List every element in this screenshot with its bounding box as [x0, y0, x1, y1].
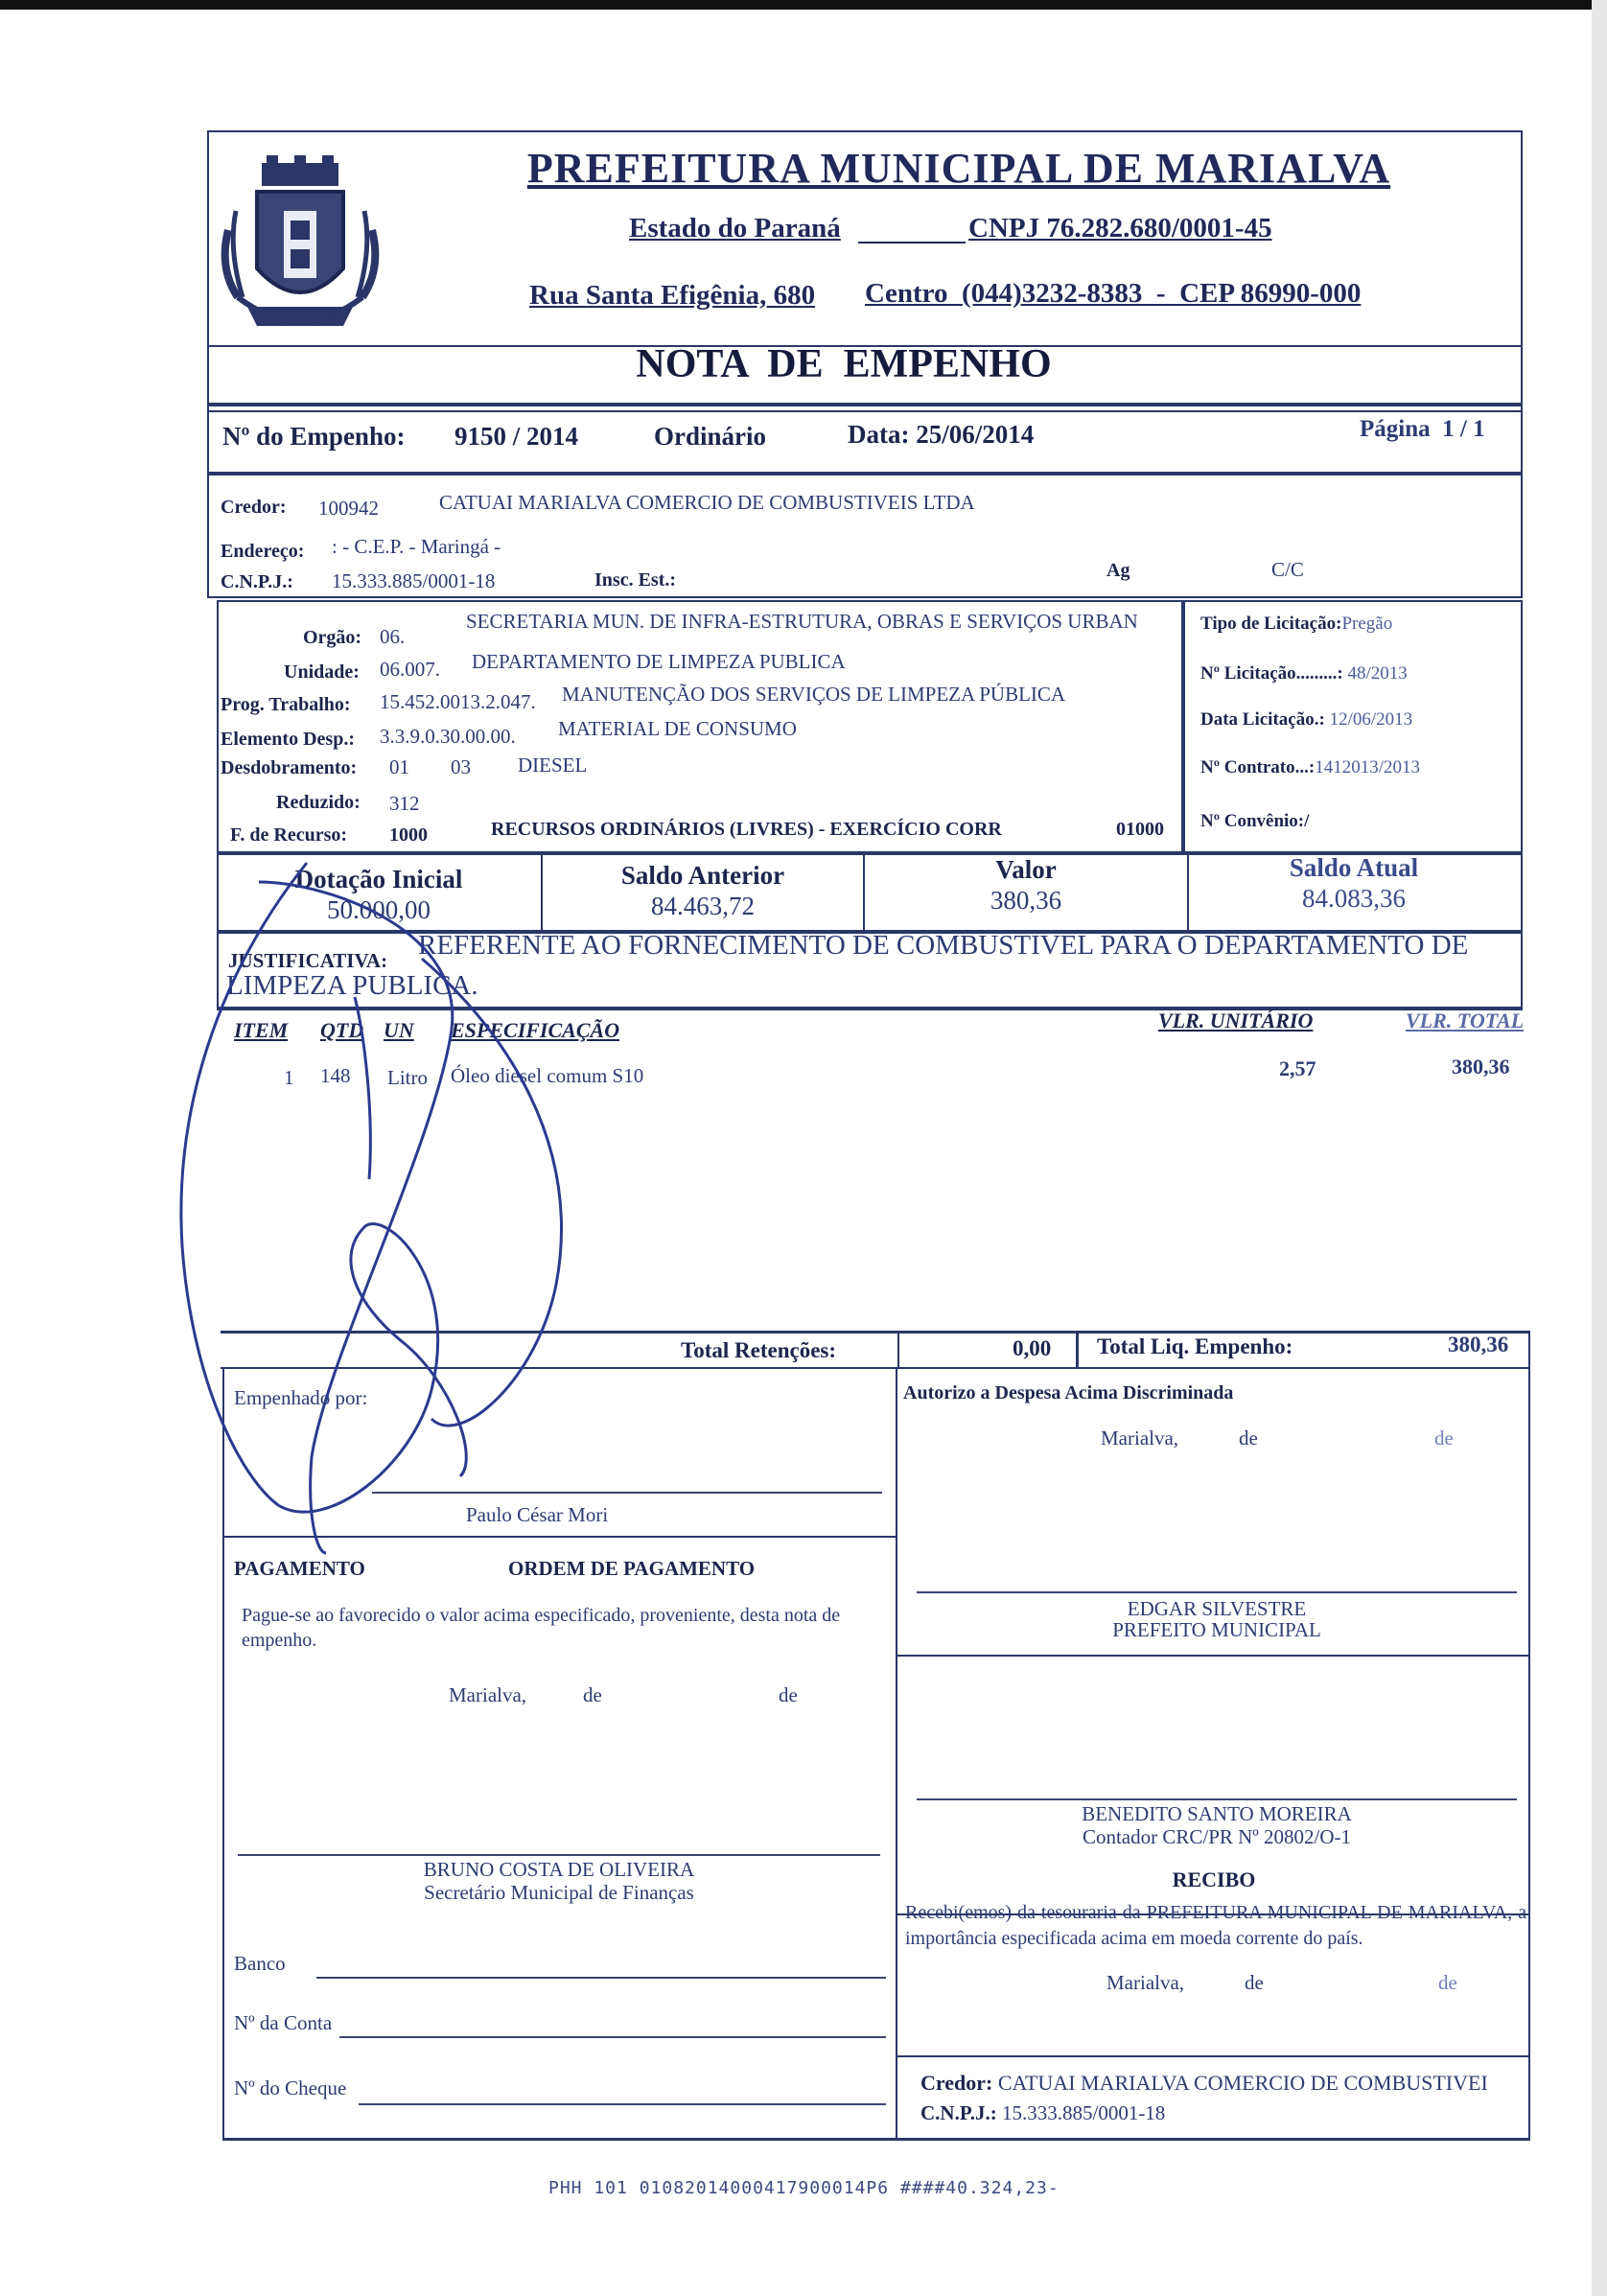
secretario-nome: BRUNO COSTA DE OLIVEIRA: [423, 1858, 695, 1881]
recurso-label: F. de Recurso:: [230, 824, 348, 846]
pagamento-label: PAGAMENTO: [234, 1557, 365, 1580]
convenio-label: Nº Convênio:/: [1200, 811, 1310, 831]
data-licitacao-value: 12/06/2013: [1329, 709, 1413, 730]
pagamento-local: Marialva,: [449, 1683, 527, 1706]
orgao-name: SECRETARIA MUN. DE INFRA-ESTRUTURA, OBRAS E SERVIÇOS URBAN: [466, 610, 1138, 633]
recibo-cnpj: [920, 2101, 1165, 2125]
recurso-code: 1000: [389, 824, 428, 846]
pague-se-text: Pague-se ao favorecido o valor acima especificado, proveniente, desta nota de empenho.: [242, 1605, 841, 1651]
elemento-code: 3.3.9.0.30.00.00.: [380, 725, 516, 748]
contador-cargo: Contador CRC/PR Nº 20802/O-1: [1082, 1825, 1352, 1848]
valor-label: Valor: [995, 855, 1057, 884]
footer-code: PHH 101 01082014000417900014P6 ####40.324,23-: [548, 2178, 1060, 2198]
contrato-value: 1412013/2013: [1315, 757, 1420, 777]
page-number: Página 1 / 1: [1360, 416, 1485, 442]
banco-label: Banco: [234, 1952, 286, 1975]
recibo-credor: [920, 2071, 1488, 2096]
col-un-header: UN: [384, 1018, 414, 1042]
tipo-licitacao-label: Tipo de Licitação:: [1200, 614, 1342, 634]
recurso-num: 01000: [1116, 819, 1164, 840]
state-underline-gap: [858, 242, 966, 244]
recibo-credor-label: Credor:: [920, 2071, 993, 2095]
credor-label: Credor:: [221, 497, 287, 518]
contrato: [1200, 757, 1420, 778]
prog-name: MANUTENÇÃO DOS SERVIÇOS DE LIMPEZA PÚBLICA: [562, 683, 1066, 706]
empenho-num-label: Nº do Empenho:: [222, 422, 406, 451]
num-licitacao-value: 48/2013: [1347, 663, 1408, 684]
contador-nome: BENEDITO SANTO MOREIRA: [1082, 1802, 1352, 1825]
elemento-name: MATERIAL DE CONSUMO: [558, 717, 797, 740]
handwritten-signature: [173, 844, 623, 1563]
recibo-de1: de: [1245, 1971, 1264, 1994]
prog-label: Prog. Trabalho:: [221, 694, 351, 715]
item-row-espec: Óleo diesel comum S10: [451, 1064, 644, 1087]
orgao-code: 06.: [380, 625, 406, 648]
contrato-label: Nº Contrato...:: [1200, 757, 1316, 777]
justificativa-label: JUSTIFICATIVA:: [228, 949, 388, 972]
data-licitacao: [1200, 709, 1412, 731]
col-item-header: ITEM: [234, 1018, 289, 1042]
banco-line: [316, 1977, 886, 1979]
recurso-name: RECURSOS ORDINÁRIOS (LIVRES) - EXERCÍCIO CORR: [491, 819, 1002, 840]
recibo-cnpj-label: C.N.P.J.:: [920, 2101, 997, 2124]
saldo-anterior-label: Saldo Anterior: [620, 861, 785, 890]
cnpj-credor-value: 15.333.885/0001-18: [332, 569, 496, 592]
address-label: Rua Santa Efigênia, 680: [529, 280, 816, 311]
cheque-line: [359, 2103, 886, 2105]
justificativa-text1: REFERENTE AO FORNECIMENTO DE COMBUSTIVEL PARA O DEPARTAMENTO DE: [418, 930, 1469, 961]
cheque-label: Nº do Cheque: [234, 2076, 347, 2099]
ordem-pagamento-label: ORDEM DE PAGAMENTO: [508, 1557, 756, 1580]
recibo-local: Marialva,: [1106, 1971, 1185, 1994]
recibo-cnpj-value: 15.333.885/0001-18: [1001, 2101, 1166, 2124]
conta-label: Nº da Conta: [234, 2011, 333, 2034]
recibo-de2: de: [1438, 1971, 1457, 1994]
item-row-total: 380,36: [1452, 1055, 1510, 1078]
valor-value: 380,36: [990, 886, 1062, 915]
dotacao-value: 50.000,00: [327, 895, 431, 924]
cnpj-credor-label: C.N.P.J.:: [221, 571, 293, 592]
autorizo-de2: de: [1434, 1426, 1454, 1449]
dotacao-label: Dotação Inicial: [294, 865, 463, 893]
col-total-header: VLR. TOTAL: [1406, 1009, 1525, 1032]
secretario-cargo: Secretário Municipal de Finanças: [424, 1881, 694, 1904]
col-qtd-header: QTD: [320, 1018, 364, 1042]
desdobramento-label: Desdobramento:: [221, 757, 358, 778]
doc-title: NOTA DE EMPENHO: [636, 342, 1052, 386]
total-liq-value: 380,36: [1448, 1333, 1509, 1357]
num-licitacao: [1200, 663, 1408, 684]
unidade-label: Unidade:: [284, 661, 360, 683]
autorizo-local: Marialva,: [1101, 1426, 1179, 1449]
item-row-unit: 2,57: [1279, 1056, 1316, 1080]
saldo-atual-label: Saldo Atual: [1289, 853, 1419, 882]
autorizo-de1: de: [1239, 1426, 1258, 1449]
reduzido-label: Reduzido:: [276, 792, 361, 813]
autorizo-label: Autorizo a Despesa Acima Discriminada: [903, 1382, 1234, 1403]
empenhado-por-label: Empenhado por:: [234, 1386, 368, 1409]
saldo-atual-value: 84.083,36: [1302, 884, 1406, 913]
unidade-code: 06.007.: [380, 658, 440, 681]
desdobramento-a: 01: [389, 755, 409, 778]
state-label: Estado do Paraná: [629, 213, 841, 244]
data-licitacao-label: Data Licitação.:: [1200, 709, 1325, 730]
empenho-type: Ordinário: [654, 422, 767, 451]
total-retencoes-label: Total Retenções:: [681, 1338, 837, 1362]
prefeito-signature-line: [917, 1591, 1517, 1593]
coat-of-arms-logo: [209, 153, 391, 345]
desdobramento-name: DIESEL: [518, 754, 588, 777]
reduzido-value: 312: [389, 792, 420, 815]
contador-signature-line: [917, 1798, 1517, 1800]
tipo-licitacao-value: Pregão: [1341, 614, 1393, 634]
recibo-title: RECIBO: [1172, 1867, 1256, 1891]
credor-name: CATUAI MARIALVA COMERCIO DE COMBUSTIVEIS LTDA: [439, 491, 975, 514]
total-retencoes-value: 0,00: [1013, 1336, 1052, 1360]
prefeito-cargo: PREFEITO MUNICIPAL: [1112, 1618, 1321, 1641]
item-row-qtd: 148: [320, 1064, 351, 1087]
unidade-name: DEPARTAMENTO DE LIMPEZA PUBLICA: [472, 650, 846, 673]
empenho-num: 9150 / 2014: [454, 422, 579, 451]
recibo-text: Recebi(emos) da tesouraria da PREFEITURA MUNICIPAL DE MARIALVA, a importância especificada acima em moeda corrente do país.: [905, 1902, 1526, 1949]
orgao-label: Orgão:: [303, 627, 362, 648]
endereco-value: : - C.E.P. - Maringá -: [332, 535, 501, 558]
justificativa-text2: LIMPEZA PUBLICA.: [226, 970, 478, 1001]
num-licitacao-label: Nº Licitação.........:: [1200, 663, 1343, 684]
page-top-edge: [0, 0, 1607, 10]
total-liq-label: Total Liq. Empenho:: [1097, 1334, 1293, 1358]
pagamento-de2: de: [779, 1683, 798, 1706]
empenho-date: Data: 25/06/2014: [848, 420, 1035, 449]
conta-line: [339, 2036, 886, 2038]
pagamento-de1: de: [583, 1683, 602, 1706]
prefeitura-title: PREFEITURA MUNICIPAL DE MARIALVA: [526, 145, 1391, 192]
item-row-un: Litro: [387, 1066, 428, 1089]
page-right-edge: [1592, 0, 1607, 2296]
elemento-label: Elemento Desp.:: [221, 729, 355, 750]
ag-label: Ag: [1106, 560, 1130, 581]
col-unit-header: VLR. UNITÁRIO: [1158, 1009, 1314, 1032]
item-row-item: 1: [284, 1066, 294, 1089]
tipo-licitacao: [1200, 614, 1392, 635]
recibo-credor-value: CATUAI MARIALVA COMERCIO DE COMBUSTIVEI: [997, 2071, 1488, 2095]
secretario-signature-line: [238, 1854, 880, 1856]
credor-code: 100942: [318, 497, 379, 520]
prefeito-nome: EDGAR SILVESTRE: [1127, 1597, 1307, 1620]
district-phone-cep: Centro (044)3232-8383 - CEP 86990-000: [865, 278, 1362, 309]
cc-label: C/C: [1271, 558, 1304, 581]
cnpj-label: CNPJ 76.282.680/0001-45: [968, 213, 1272, 244]
empenhado-nome: Paulo César Mori: [466, 1503, 609, 1526]
desdobramento-b: 03: [451, 755, 471, 778]
insc-label: Insc. Est.:: [594, 569, 677, 591]
col-espec-header: ESPECIFICAÇÃO: [451, 1018, 620, 1042]
endereco-label: Endereço:: [221, 541, 305, 562]
saldo-anterior-value: 84.463,72: [651, 892, 755, 920]
prog-code: 15.452.0013.2.047.: [380, 690, 536, 713]
